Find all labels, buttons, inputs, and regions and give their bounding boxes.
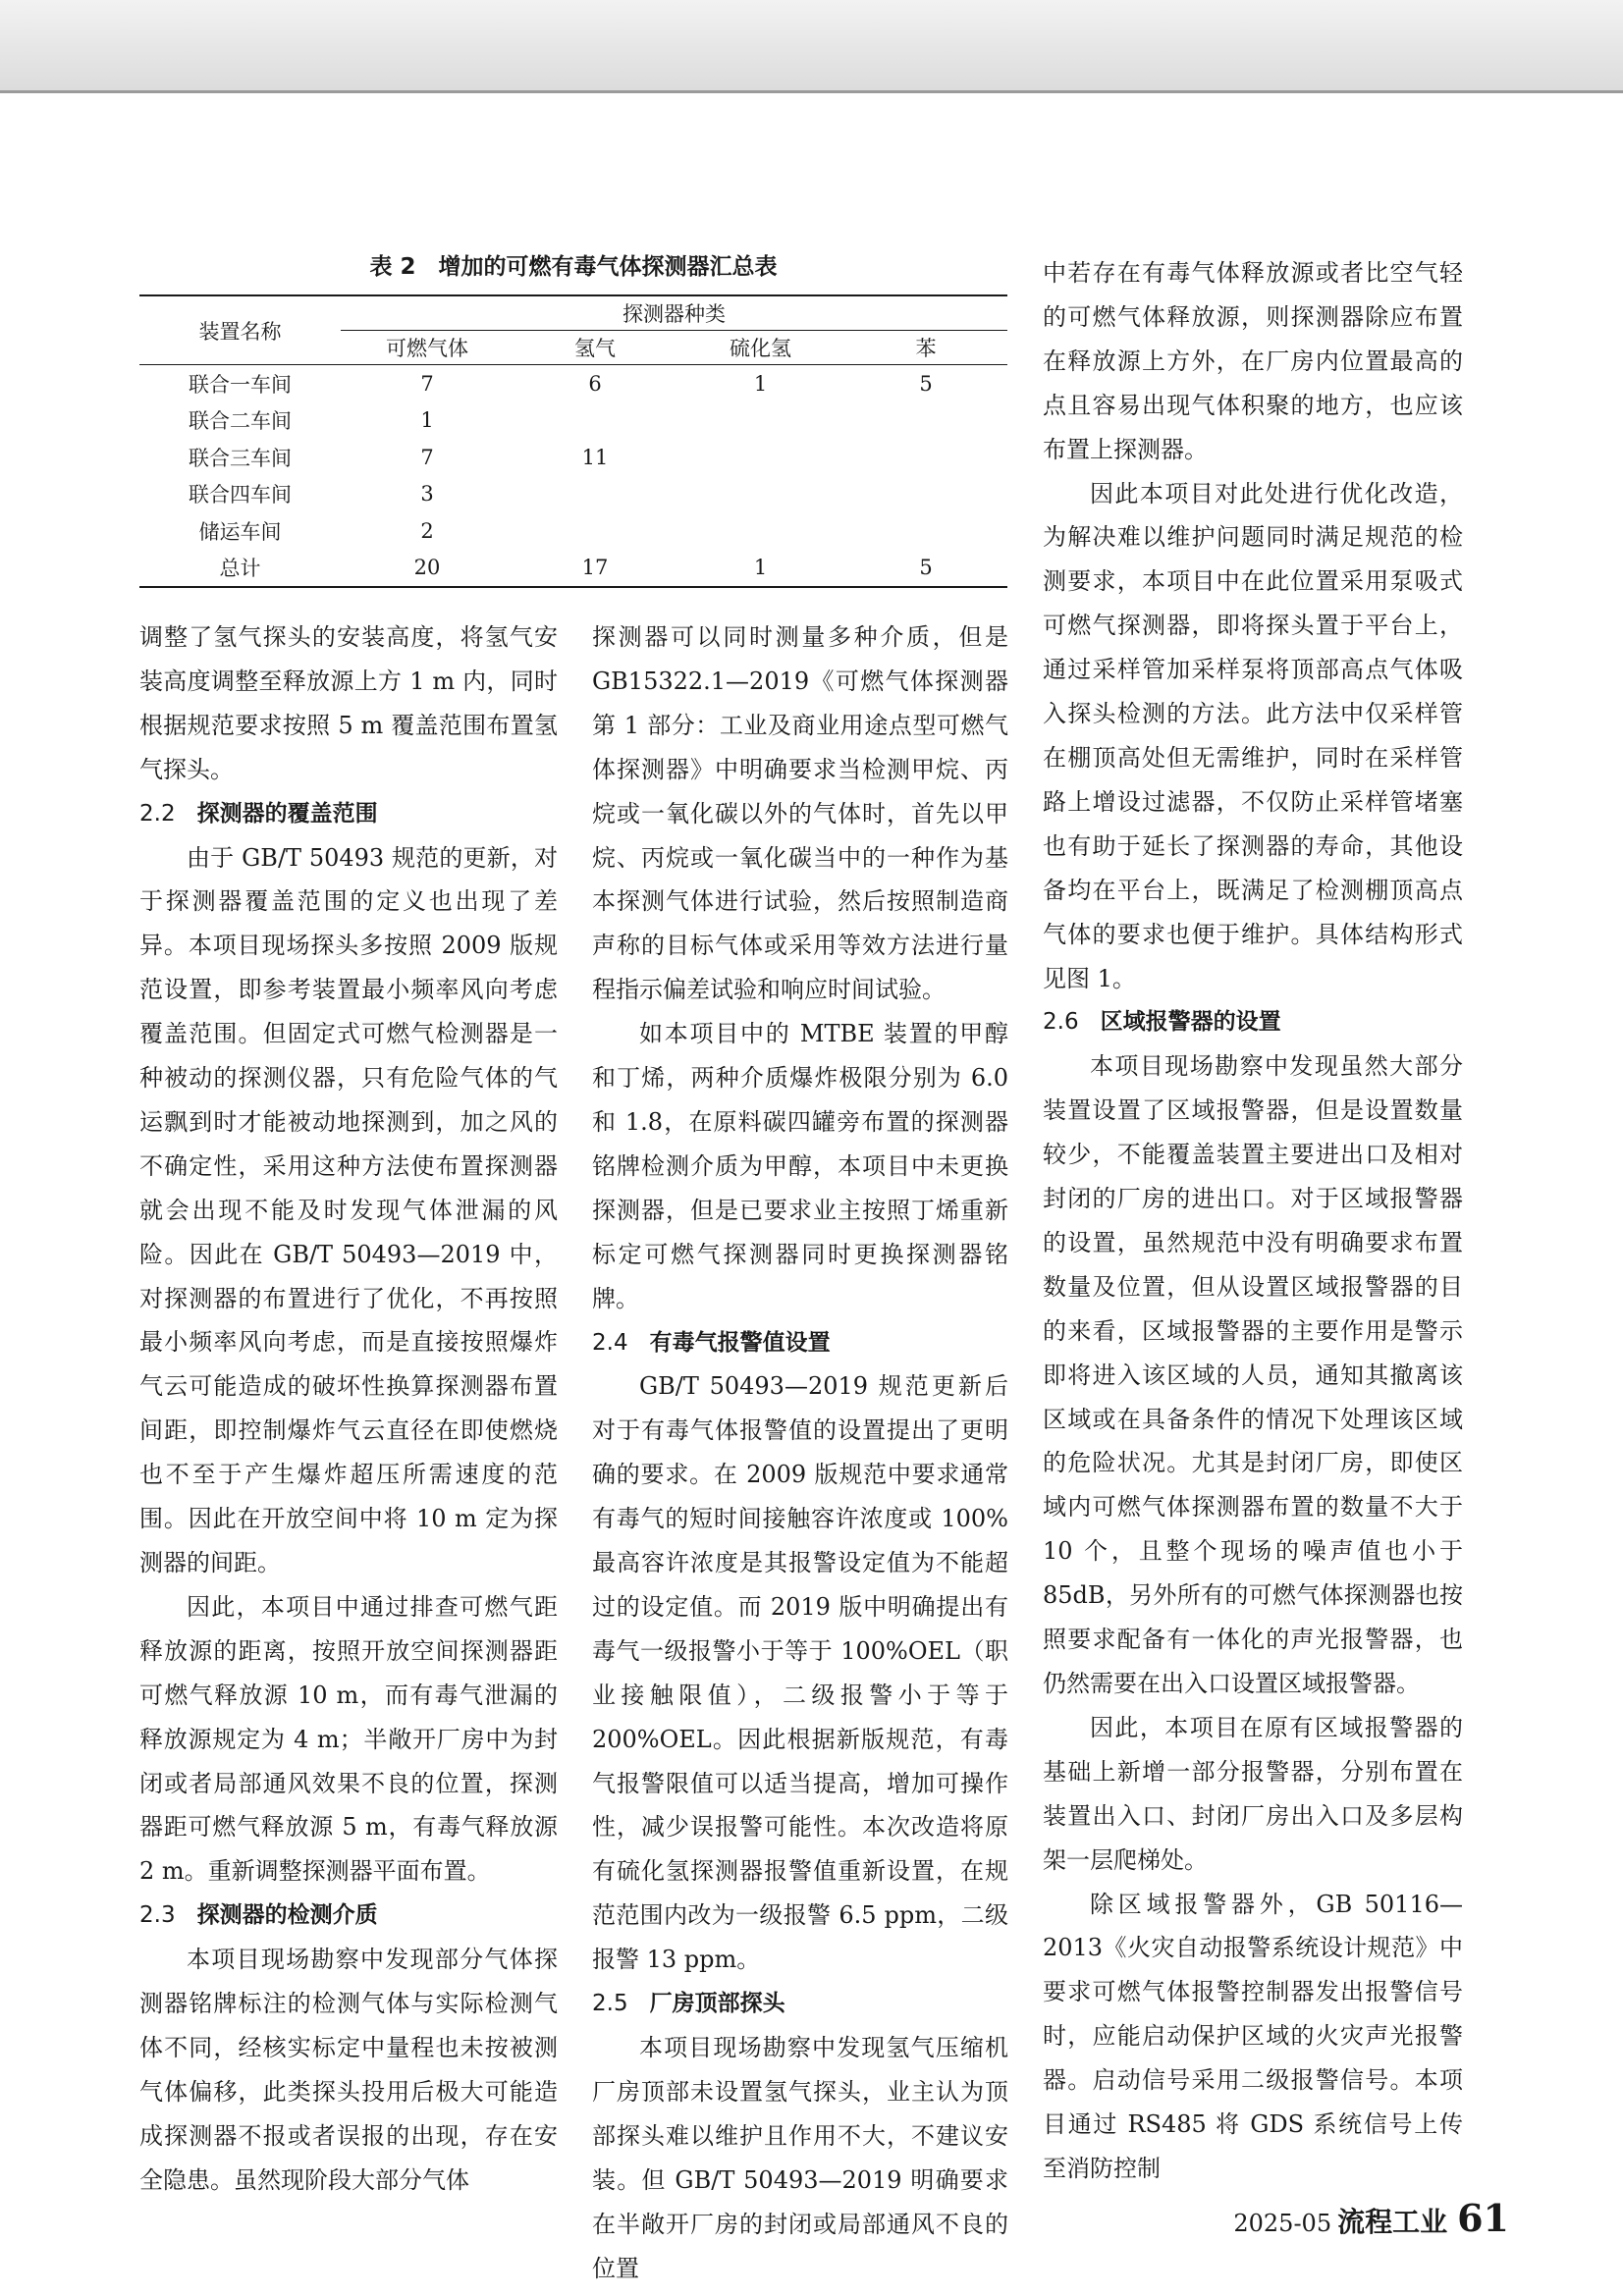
cell-name: 联合三车间	[189, 446, 292, 470]
cell-h2s	[676, 402, 844, 440]
section-number: 2.2	[139, 800, 176, 827]
paragraph: 本项目现场勘察中发现虽然大部分装置设置了区域报警器，但是设置数量较少，不能覆盖装置主要进出口及相对封闭的厂房的进出口。对于区域报警器的设置，虽然规范中没有明确要求布置数量及位置，但从设置区域报警器的目的来看，区域报警器的主要作用是警示即将进入该区域的人员，通知其撤离该区域或在具备条件的情况下处理该区域的危险状况。尤其是封闭厂房，即使区域内可燃气体探测器布置的数量不大于 10 个，且整个现场的噪声值也小于 85dB，另外所有的可燃气体探测器也按照要求配备有一体化的声光报警器，也仍然需要在出入口设置区域报警器。	[1043, 1052, 1463, 1697]
cell-name: 联合二车间	[189, 409, 292, 434]
col-header-detector-type: 探测器种类	[341, 295, 1007, 331]
section-number: 2.3	[139, 1902, 176, 1929]
col-header-flammable: 可燃气体	[341, 331, 514, 365]
paragraph: 由于 GB/T 50493 规范的更新，对于探测器覆盖范围的定义也出现了差异。本项目现场探头多按照 2009 版规范设置，即参考装置最小频率风向考虑覆盖范围。但固定式可燃气检测器是一种被动的探测仪器，只有危险气体的气运飘到时才能被动地探测到，加之风的不确定性，采用这种方法使布置探测器就会出现不能及时发现气体泄漏的风险。因此在 GB/T 50493—2019 中，对探测器的布置进行了优化，不再按照最小频率风向考虑，而是直接按照爆炸气云可能造成的破坏性换算探测器布置间距，即控制爆炸气云直径在即使燃烧也不至于产生爆炸超压所需速度的范围。因此在开放空间中将 10 m 定为探测器的间距。	[139, 843, 558, 1577]
cell-benzene: 5	[919, 371, 933, 396]
cell-h2s: 1	[676, 550, 844, 588]
cell-benzene: 5	[844, 550, 1007, 588]
section-title: 探测器的覆盖范围	[196, 800, 378, 827]
cell-flammable: 2	[420, 518, 434, 543]
section-heading-2-4	[592, 1321, 1008, 1365]
cell-flammable: 1	[420, 408, 434, 433]
section-number: 2.5	[592, 1991, 628, 2017]
section-number: 2.6	[1043, 1009, 1079, 1036]
section-title: 区域报警器的设置	[1100, 1009, 1281, 1036]
cell-benzene	[844, 439, 1007, 476]
section-title: 厂房顶部探头	[649, 1991, 785, 2017]
col-header-hydrogen: 氢气	[514, 331, 676, 365]
section-title: 探测器的检测介质	[196, 1902, 378, 1929]
paragraph: 探测器可以同时测量多种介质，但是 GB15322.1—2019《可燃气体探测器 第 1 部分：工业及商业用途点型可燃气体探测器》中明确要求当检测甲烷、丙烷或一氧化碳以外的气体时，首先以甲烷、丙烷或一氧化碳当中的一种作为基本探测气体进行试验，然后按照制造商声称的目标气体或采用等效方法进行量程指示偏差试验和响应时间试验。	[592, 623, 1008, 1004]
paragraph: 调整了氢气探头的安装高度，将氢气安装高度调整至释放源上方 1 m 内，同时根据规范要求按照 5 m 覆盖范围布置氢气探头。	[139, 623, 558, 783]
section-number: 2.4	[592, 1329, 628, 1356]
cell-hydrogen: 17	[514, 550, 676, 588]
cell-name: 总计	[139, 550, 341, 588]
top-header-bar	[0, 0, 1623, 93]
cell-hydrogen: 6	[588, 371, 602, 396]
table-row	[139, 512, 1007, 550]
cell-h2s	[676, 476, 844, 513]
cell-hydrogen: 11	[581, 445, 609, 469]
section-heading-2-2	[139, 792, 558, 836]
paragraph: 因此本项目对此处进行优化改造，为解决难以维护问题同时满足规范的检测要求，本项目中在此位置采用泵吸式可燃气探测器，即将探头置于平台上，通过采样管加采样泵将顶部高点气体吸入探头检测的方法。此方法中仅采样管在棚顶高处但无需维护，同时在采样管路上增设过滤器，不仅防止采样管堵塞也有助于延长了探测器的寿命，其他设备均在平台上，既满足了检测棚顶高点气体的要求也便于维护。具体结构形式见图 1。	[1043, 479, 1463, 992]
paragraph: GB/T 50493—2019 规范更新后对于有毒气体报警值的设置提出了更明确的要求。在 2009 版规范中要求通常有毒气的短时间接触容许浓度或 100% 最高容许浓度是其报警设定值为不能超过的设定值。而 2019 版中明确提出有毒气一级报警小于等于 100%OEL（职业接触限值），二级报警小于等于 200%OEL。因此根据新版规范，有毒气报警限值可以适当提高，增加可操作性，减少误报警可能性。本次改造将原有硫化氢探测器报警值重新设置，在规范范围内改为一级报警 6.5 ppm，二级报警 13 ppm。	[592, 1372, 1008, 1974]
paragraph: 本项目现场勘察中发现氢气压缩机厂房顶部未设置氢气探头，业主认为顶部探头难以维护且作用不大，不建议安装。但 GB/T 50493—2019 明确要求在半敞开厂房的封闭或局部通风不良的位置	[592, 2033, 1008, 2282]
detector-summary-table-block	[139, 253, 1007, 588]
page-footer	[1233, 2196, 1509, 2240]
cell-flammable: 7	[420, 445, 434, 469]
col-header-h2s: 硫化氢	[676, 331, 844, 365]
cell-flammable: 3	[420, 482, 434, 507]
issue-date: 2025-05	[1233, 2210, 1332, 2237]
cell-hydrogen	[514, 512, 676, 550]
cell-flammable: 7	[420, 371, 434, 396]
cell-name: 联合一车间	[189, 372, 292, 397]
cell-h2s	[676, 512, 844, 550]
cell-h2s	[676, 439, 844, 476]
table-row	[139, 476, 1007, 513]
cell-benzene	[844, 476, 1007, 513]
cell-name: 联合四车间	[189, 483, 292, 507]
cell-hydrogen	[514, 402, 676, 440]
text-column-middle	[592, 615, 1008, 2290]
section-heading-2-3	[139, 1894, 558, 1938]
text-column-left	[139, 615, 558, 2203]
cell-name: 储运车间	[198, 519, 282, 544]
page-number: 61	[1457, 2196, 1509, 2240]
cell-flammable: 20	[341, 550, 514, 588]
section-heading-2-5	[592, 1982, 1008, 2026]
col-header-benzene: 苯	[844, 331, 1007, 365]
paragraph: 因此，本项目中通过排查可燃气距释放源的距离，按照开放空间探测器距可燃气释放源 10 m，而有毒气泄漏的释放源规定为 4 m；半敞开厂房中为封闭或者局部通风效果不良的位置，探测器距可燃气释放源 5 m，有毒气释放源 2 m。重新调整探测器平面布置。	[139, 1592, 558, 1886]
text-column-right	[1043, 251, 1463, 2191]
paragraph: 如本项目中的 MTBE 装置的甲醇和丁烯，两种介质爆炸极限分别为 6.0 和 1.8，在原料碳四罐旁布置的探测器铭牌检测介质为甲醇，本项目中未更换探测器，但是已要求业主按照丁烯重新标定可燃气探测器同时更换探测器铭牌。	[592, 1020, 1008, 1312]
table-row-total	[139, 550, 1007, 588]
section-heading-2-6	[1043, 1000, 1463, 1044]
table-row	[139, 402, 1007, 440]
cell-benzene	[844, 402, 1007, 440]
cell-h2s: 1	[753, 371, 768, 396]
journal-name: 流程工业	[1337, 2206, 1448, 2238]
paragraph: 中若存在有毒气体释放源或者比空气轻的可燃气体释放源，则探测器除应布置在释放源上方外，在厂房内位置最高的点且容易出现气体积聚的地方，也应该布置上探测器。	[1043, 259, 1463, 463]
col-header-device-name: 装置名称	[139, 295, 341, 365]
cell-benzene	[844, 512, 1007, 550]
detector-summary-table	[139, 294, 1007, 588]
paragraph: 本项目现场勘察中发现部分气体探测器铭牌标注的检测气体与实际检测气体不同，经核实标定中量程也未按被测气体偏移，此类探头投用后极大可能造成探测器不报或者误报的出现，存在安全隐患。虽然现阶段大部分气体	[139, 1946, 558, 2194]
table-row	[139, 439, 1007, 476]
section-title: 有毒气报警值设置	[649, 1329, 831, 1356]
table-title: 表 2 增加的可燃有毒气体探测器汇总表	[369, 254, 778, 280]
table-row	[139, 365, 1007, 402]
paragraph: 因此，本项目在原有区域报警器的基础上新增一部分报警器，分别布置在装置出入口、封闭厂房出入口及多层构架一层爬梯处。	[1043, 1713, 1463, 1874]
paragraph: 除区域报警器外，GB 50116—2013《火灾自动报警系统设计规范》中要求可燃气体报警控制器发出报警信号时，应能启动保护区域的火灾声光报警器。启动信号采用二级报警信号。本项目通过 RS485 将 GDS 系统信号上传至消防控制	[1043, 1890, 1463, 2182]
cell-hydrogen	[514, 476, 676, 513]
